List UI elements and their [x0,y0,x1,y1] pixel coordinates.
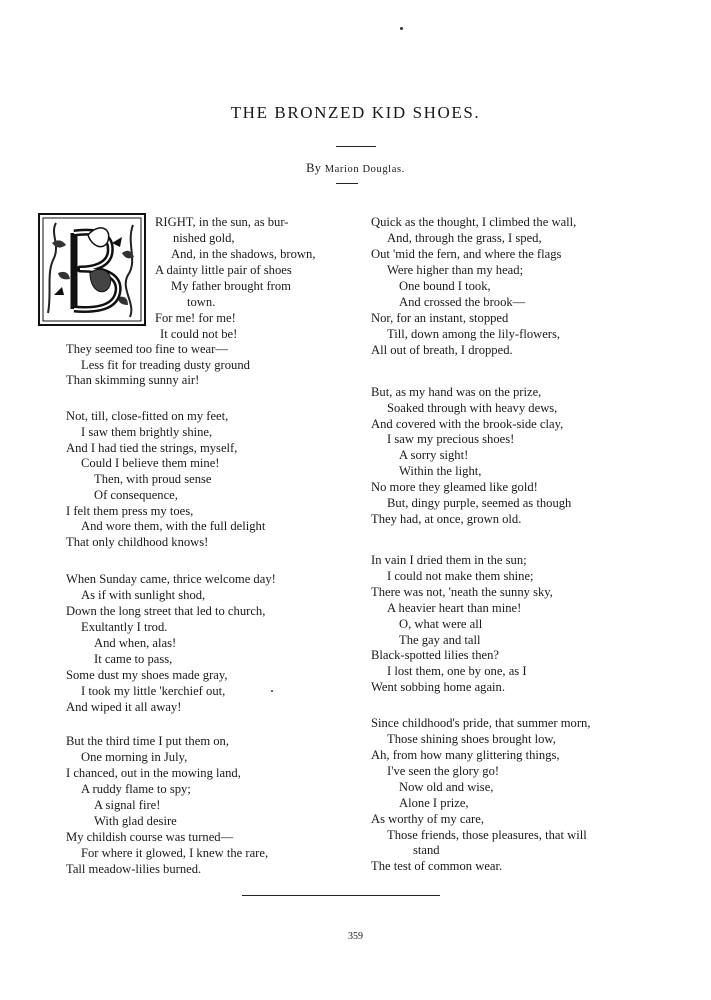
poem-line: And wiped it all away! [66,700,182,714]
poem-title: THE BRONZED KID SHOES. [230,103,481,122]
print-speck [400,27,403,30]
poem-line: As worthy of my care, [371,812,484,826]
poem-line: stand [413,843,440,857]
poem-line: And when, alas! [94,636,177,650]
poem-line: Till, down among the lily-flowers, [387,327,561,341]
poem-line: A dainty little pair of shoes [155,263,292,277]
poem-line: Quick as the thought, I climbed the wall, [371,215,577,229]
poem-line: One morning in July, [81,750,188,764]
title-rule [336,146,376,147]
poem-line: I could not make them shine; [387,569,534,583]
poem-line: And crossed the brook— [399,295,526,309]
poem-line: Were higher than my head; [387,263,524,277]
poem-line: But the third time I put them on, [66,734,229,748]
poem-line: I've seen the glory go! [387,764,500,778]
poem-line: Nor, for an instant, stopped [371,311,509,325]
poem-line: Out 'mid the fern, and where the flags [371,247,562,261]
poem-line: Could I believe them mine! [81,456,220,470]
poem-line: A ruddy flame to spy; [81,782,191,796]
poem-line: Those friends, those pleasures, that will [387,828,587,842]
poem-line: I took my little 'kerchief out, [81,684,226,698]
poem-line: Some dust my shoes made gray, [66,668,228,682]
poem-line: And covered with the brook-side clay, [371,417,564,431]
poem-line: In vain I dried them in the sun; [371,553,527,567]
poem-line: They had, at once, grown old. [371,512,522,526]
poem-line: Went sobbing home again. [371,680,505,694]
poem-line: The gay and tall [399,633,481,647]
poem-line: I saw my precious shoes! [387,432,515,446]
poem-line: For me! for me! [155,311,236,325]
poem-line: That only childhood knows! [66,535,209,549]
poem-line: Not, till, close-fitted on my feet, [66,409,229,423]
poem-line: RIGHT, in the sun, as bur- [155,215,289,229]
poem-line: Then, with proud sense [94,472,212,486]
poem-line: It came to pass, [94,652,173,666]
poem-line: Alone I prize, [399,796,469,810]
poem-line: A signal fire! [94,798,161,812]
poem-line: A sorry sight! [399,448,469,462]
poem-line: Since childhood's pride, that summer morn, [371,716,591,730]
ornamental-dropcap-b [38,213,146,326]
poem-line: They seemed too fine to wear— [66,342,228,356]
poem-line: All out of breath, I dropped. [371,343,513,357]
poem-line: A heavier heart than mine! [387,601,522,615]
poem-line: O, what were all [399,617,483,631]
poem-line: But, as my hand was on the prize, [371,385,542,399]
poem-line: nished gold, [173,231,235,245]
poem-line: Exultantly I trod. [81,620,168,634]
byline-author: Marion Douglas. [324,164,405,175]
byline-prefix: By [306,161,322,175]
poem-line: Now old and wise, [399,780,494,794]
poem-line: For where it glowed, I knew the rare, [81,846,269,860]
poem-line: There was not, 'neath the sunny sky, [371,585,553,599]
poem-line: Than skimming sunny air! [66,373,200,387]
poem-line: I felt them press my toes, [66,504,194,518]
poem-line: I lost them, one by one, as I [387,664,527,678]
poem-line: And, through the grass, I sped, [387,231,542,245]
page-number: 359 [348,931,363,942]
poem-line: Soaked through with heavy dews, [387,401,558,415]
poem-line: I chanced, out in the mowing land, [66,766,241,780]
poem-line: Black-spotted lilies then? [371,648,500,662]
poem-line: My father brought from [171,279,291,293]
poem-line: Within the light, [399,464,482,478]
poem-line: And wore them, with the full delight [81,519,266,533]
poem-line: Tall meadow-lilies burned. [66,862,202,876]
poem-line: Of consequence, [94,488,178,502]
poem-line: It could not be! [160,327,238,341]
poem-line: No more they gleamed like gold! [371,480,538,494]
poem-line: And, in the shadows, brown, [171,247,316,261]
byline [0,161,711,176]
poem-line: And I had tied the strings, myself, [66,441,238,455]
footer-rule [242,895,440,896]
poem-line: As if with sunlight shod, [81,588,206,602]
poem-line: Those shining shoes brought low, [387,732,556,746]
poem-line: Ah, from how many glittering things, [371,748,560,762]
poem-line: Down the long street that led to church, [66,604,266,618]
poem-line: I saw them brightly shine, [81,425,213,439]
poem-line: My childish course was turned— [66,830,234,844]
byline-rule [336,183,358,184]
poem-line: Less fit for treading dusty ground [81,358,250,372]
poem-line: When Sunday came, thrice welcome day! [66,572,276,586]
poem-line: One bound I took, [399,279,491,293]
poem-line: town. [187,295,216,309]
print-speck [271,690,273,692]
poem-line: With glad desire [94,814,177,828]
poem-line: The test of common wear. [371,859,503,873]
poem-line: But, dingy purple, seemed as though [387,496,572,510]
